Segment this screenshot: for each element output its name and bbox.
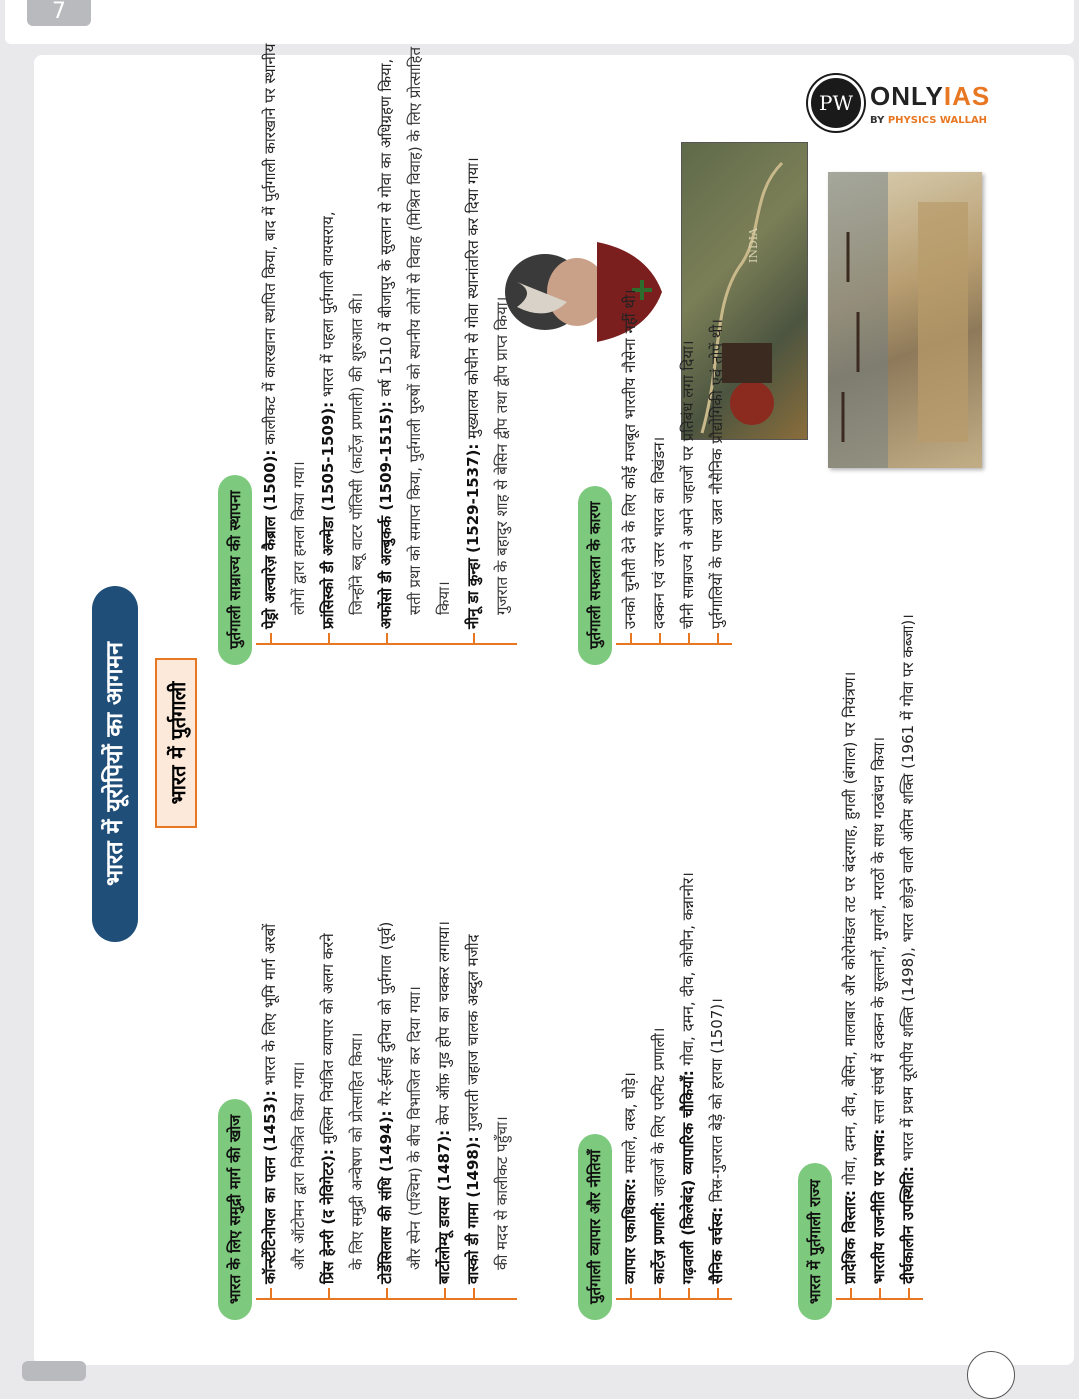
- section-tree: [256, 680, 517, 1300]
- scroll-circle-button[interactable]: [967, 1351, 1015, 1399]
- item-term: वास्को डी गामा (1498):: [464, 1136, 482, 1284]
- item-term: नीनू डा कुन्हा (1529-1537):: [464, 443, 482, 629]
- item-text: भारत में प्रथम यूरोपीय शक्ति (1498), भारत छोड़ने वाली अंतिम शक्ति (1961 में गोवा पर कब्जा)।: [899, 614, 917, 1167]
- item-continuation: की मदद से कालीकट पहुँचा।: [493, 1116, 511, 1270]
- logo-brand-suffix: IAS: [943, 81, 991, 111]
- item-term: फ्रांसिस्को डी अल्मेडा (1505-1509):: [319, 401, 337, 629]
- section-heading: भारत के लिए समुद्री मार्ग की खोज: [218, 1099, 252, 1320]
- section-tree: [616, 25, 732, 645]
- item-text: सत्ता संघर्ष में दक्कन के सुल्तानों, मुगलों, मराठों के साथ गठबंधन किया।: [870, 736, 888, 1129]
- section-empire: [218, 25, 517, 665]
- item-text: गैर-ईसाई दुनिया को पुर्तगाल (पूर्व): [377, 921, 395, 1111]
- item-term: सैनिक वर्चस्व:: [708, 1206, 726, 1284]
- section-tree: [256, 25, 517, 645]
- item-term: बार्टोलोम्यू डायस (1487):: [435, 1129, 453, 1284]
- section-heading: पुर्तगाली साम्राज्य की स्थापना: [218, 475, 252, 665]
- list-item: [430, 680, 459, 1298]
- item-text: मुख्यालय कोचीन से गोवा स्थानांतरित कर दिया गया।: [464, 157, 482, 444]
- item-text: दक्कन एवं उत्तर भारत का विखंडन।: [650, 436, 668, 629]
- item-continuation: और स्पेन (पश्चिम) के बीच विभाजित कर दिया गया।: [406, 986, 424, 1270]
- list-item: [616, 25, 645, 643]
- item-continuation: जिन्होंने ब्लू वाटर पॉलिसी (कार्टेज़ प्रणाली) की शुरुआत की।: [348, 292, 366, 615]
- item-term: प्रादेशिक विस्तार:: [841, 1190, 859, 1284]
- item-term: व्यापार एकाधिकार:: [621, 1178, 639, 1284]
- list-item: [674, 680, 703, 1298]
- section-state: [798, 120, 923, 1320]
- item-continuation: और ऑटोमन द्वारा नियंत्रित किया गया।: [290, 1061, 308, 1270]
- item-text: चीनी साम्राज्य ने अपने जहाजों पर प्रतिबंध लगा दिया।: [679, 340, 697, 629]
- item-term: कार्टेज़ प्रणाली:: [650, 1201, 668, 1284]
- item-continuation: लोगों द्वारा हमला किया गया।: [290, 461, 308, 615]
- section-tree: [616, 680, 732, 1300]
- item-term: गढ़वाली (किलेबंद) व्यापारिक चौकियाँ:: [679, 1070, 697, 1284]
- list-item: [645, 25, 674, 643]
- section-heading: पुर्तगाली सफलता के कारण: [578, 486, 612, 665]
- item-term: टोर्डेसिलास की संधि (1494):: [377, 1110, 395, 1284]
- section-trade: [578, 680, 732, 1320]
- logo-sub-text: PHYSICS WALLAH: [887, 115, 988, 126]
- item-text: वर्ष 1510 में बीजापुर के सुल्तान से गोवा का अधिग्रहण किया,: [377, 58, 395, 402]
- main-title: भारत में यूरोपियों का आगमन: [92, 586, 138, 942]
- item-text: जहाजों के लिए परमिट प्रणाली।: [650, 1027, 668, 1202]
- list-item: [616, 680, 645, 1298]
- list-item: [645, 680, 674, 1298]
- logo-brand-prefix: ONLY: [870, 81, 944, 111]
- section-heading: भारत में पुर्तगाली राज्य: [798, 1163, 832, 1320]
- list-item: [256, 680, 285, 1298]
- pw-logo-icon: PW: [808, 75, 864, 131]
- item-term: प्रिंस हेनरी (द नेविगेटर):: [319, 1149, 337, 1284]
- item-term: भारतीय राजनीति पर प्रभाव:: [870, 1128, 888, 1284]
- item-text: केप ऑफ़ गुड होप का चक्कर लगाया।: [435, 921, 453, 1130]
- list-item: [372, 25, 401, 643]
- next-page-tag: [22, 1361, 86, 1381]
- item-term: पेड्रो अल्वारेज़ कैब्राल (1500):: [261, 449, 279, 629]
- section-heading: पुर्तगाली व्यापार और नीतियाँ: [578, 1134, 612, 1320]
- list-item: [894, 120, 923, 1298]
- list-item: [703, 25, 732, 643]
- item-text: मसाले, वस्त्र, घोड़े।: [621, 1072, 639, 1179]
- page-number-tag: 7: [27, 0, 91, 26]
- list-item: [314, 680, 343, 1298]
- item-text: भारत के लिए भूमि मार्ग अरबों: [261, 923, 279, 1091]
- rotated-mindmap: [10, 20, 1010, 1320]
- item-text: गोवा, दमन, दीव, कोचीन, कन्नानोर।: [679, 872, 697, 1071]
- item-text: गुजराती जहाज चालक अब्दुल मजीद: [464, 934, 482, 1137]
- item-text: गोवा, दमन, दीव, बेसिन, मालाबार और कोरोमंडल तट पर बंदरगाह, हुगली (बंगाल) पर नियंत्रण।: [841, 671, 859, 1191]
- item-text: भारत में पहला पुर्तगाली वायसराय,: [319, 211, 337, 402]
- list-item: [459, 25, 488, 643]
- list-item: [314, 25, 343, 643]
- item-text: मुस्लिम नियंत्रित व्यापार को अलग करने: [319, 933, 337, 1150]
- item-text: कालीकट में कारखाना स्थापित किया, बाद में पुर्तगाली कारखाने पर स्थानीय: [261, 43, 279, 450]
- list-item: [674, 25, 703, 643]
- subtitle-box: भारत में पुर्तगाली: [155, 658, 197, 828]
- section-tree: [836, 120, 923, 1300]
- list-item: [459, 680, 488, 1298]
- list-item: [865, 120, 894, 1298]
- item-continuation: के लिए समुद्री अन्वेषण को प्रोत्साहित किया।: [348, 1032, 366, 1270]
- item-text: पुर्तगालियों के पास उन्नत नौसैनिक प्रौद्योगिकी एवं तोपें थी।: [708, 319, 726, 629]
- item-continuation: गुजरात के बहादुर शाह से बेसिन द्वीप तथा द्वीप प्राप्त किया।: [493, 296, 511, 615]
- list-item: [256, 25, 285, 643]
- map-label: INDIA: [747, 227, 760, 263]
- section-sea-route: [218, 680, 517, 1320]
- item-term: कॉन्स्टेंटिनोपल का पतन (1453):: [261, 1090, 279, 1284]
- item-term: दीर्घकालीन उपस्थिति:: [899, 1166, 917, 1284]
- item-text: उनको चुनौती देने के लिए कोई मजबूत भारतीय नौसेना नहीं थी।: [621, 289, 639, 629]
- item-term: अफोंसो डी अल्बुकर्क (1509-1515):: [377, 401, 395, 629]
- list-item: [372, 680, 401, 1298]
- logo-by: BY: [870, 115, 885, 126]
- item-text: मिस्र-गुजरात बेड़े को हराया (1507)।: [708, 998, 726, 1207]
- item-continuation: सती प्रथा को समाप्त किया, पुर्तगाली पुरुषों को स्थानीय लोगों से विवाह (मिश्रित विवाह) के लिए प्रोत्साहित किया।: [406, 47, 453, 615]
- list-item: [836, 120, 865, 1298]
- section-success: [578, 25, 732, 665]
- list-item: [703, 680, 732, 1298]
